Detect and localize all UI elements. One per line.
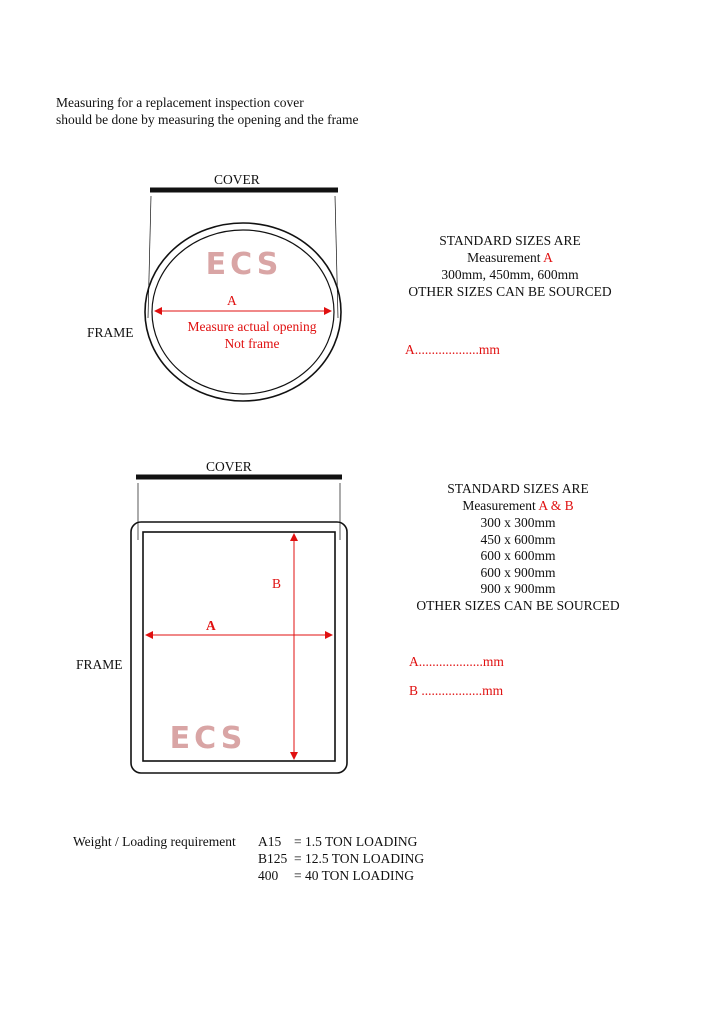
loading-code-2: B125 bbox=[258, 851, 288, 866]
square-frame-label: FRAME bbox=[76, 657, 123, 672]
square-measurement bbox=[388, 497, 648, 514]
round-dim-a-label: A bbox=[227, 293, 237, 308]
round-measurement bbox=[380, 249, 640, 266]
square-field-b: B ..................mm bbox=[409, 683, 504, 698]
round-logo: ECS bbox=[205, 247, 283, 282]
loading-label: Weight / Loading requirement bbox=[73, 834, 236, 849]
loading-code-1: A15 bbox=[258, 834, 282, 849]
round-cover-diagram bbox=[145, 190, 341, 401]
round-other-sizes: OTHER SIZES CAN BE SOURCED bbox=[408, 284, 612, 299]
square-cover-label: COVER bbox=[206, 459, 252, 474]
loading-value-1: = 1.5 TON LOADING bbox=[294, 834, 418, 849]
square-measurement-prefix: Measurement bbox=[462, 498, 539, 513]
round-cover-label: COVER bbox=[214, 172, 260, 187]
loading-code-3: 400 bbox=[258, 868, 279, 883]
round-field-a: A...................mm bbox=[405, 342, 500, 357]
loading-value-3: = 40 TON LOADING bbox=[294, 868, 414, 883]
square-size-4: 600 x 900mm bbox=[480, 565, 556, 580]
square-size-5: 900 x 900mm bbox=[480, 581, 556, 596]
square-size-2: 450 x 600mm bbox=[480, 532, 556, 547]
round-note-line-1: Measure actual opening bbox=[187, 319, 317, 334]
square-size-3: 600 x 600mm bbox=[480, 548, 556, 563]
square-dim-a-label: A bbox=[206, 618, 216, 633]
square-measurement-letter: A & B bbox=[538, 498, 574, 513]
intro-line-1: Measuring for a replacement inspection cover bbox=[56, 95, 304, 110]
round-cover-guide-left bbox=[148, 196, 151, 318]
round-sizes: 300mm, 450mm, 600mm bbox=[441, 267, 579, 282]
round-measurement-letter: A bbox=[543, 250, 553, 265]
round-note-line-2: Not frame bbox=[224, 336, 280, 351]
round-frame-label: FRAME bbox=[87, 325, 134, 340]
square-other-sizes: OTHER SIZES CAN BE SOURCED bbox=[416, 598, 620, 613]
square-size-1: 300 x 300mm bbox=[480, 515, 556, 530]
round-cover-guide-right bbox=[335, 196, 338, 318]
square-std-title: STANDARD SIZES ARE bbox=[447, 481, 589, 496]
round-std-title: STANDARD SIZES ARE bbox=[439, 233, 581, 248]
loading-value-2: = 12.5 TON LOADING bbox=[294, 851, 425, 866]
square-cover-diagram bbox=[131, 477, 347, 773]
intro-line-2: should be done by measuring the opening and the frame bbox=[56, 112, 359, 127]
round-measurement-prefix: Measurement bbox=[467, 250, 544, 265]
square-logo: ECS bbox=[169, 721, 247, 756]
square-dim-b-label: B bbox=[272, 576, 282, 591]
square-field-a: A...................mm bbox=[409, 654, 504, 669]
